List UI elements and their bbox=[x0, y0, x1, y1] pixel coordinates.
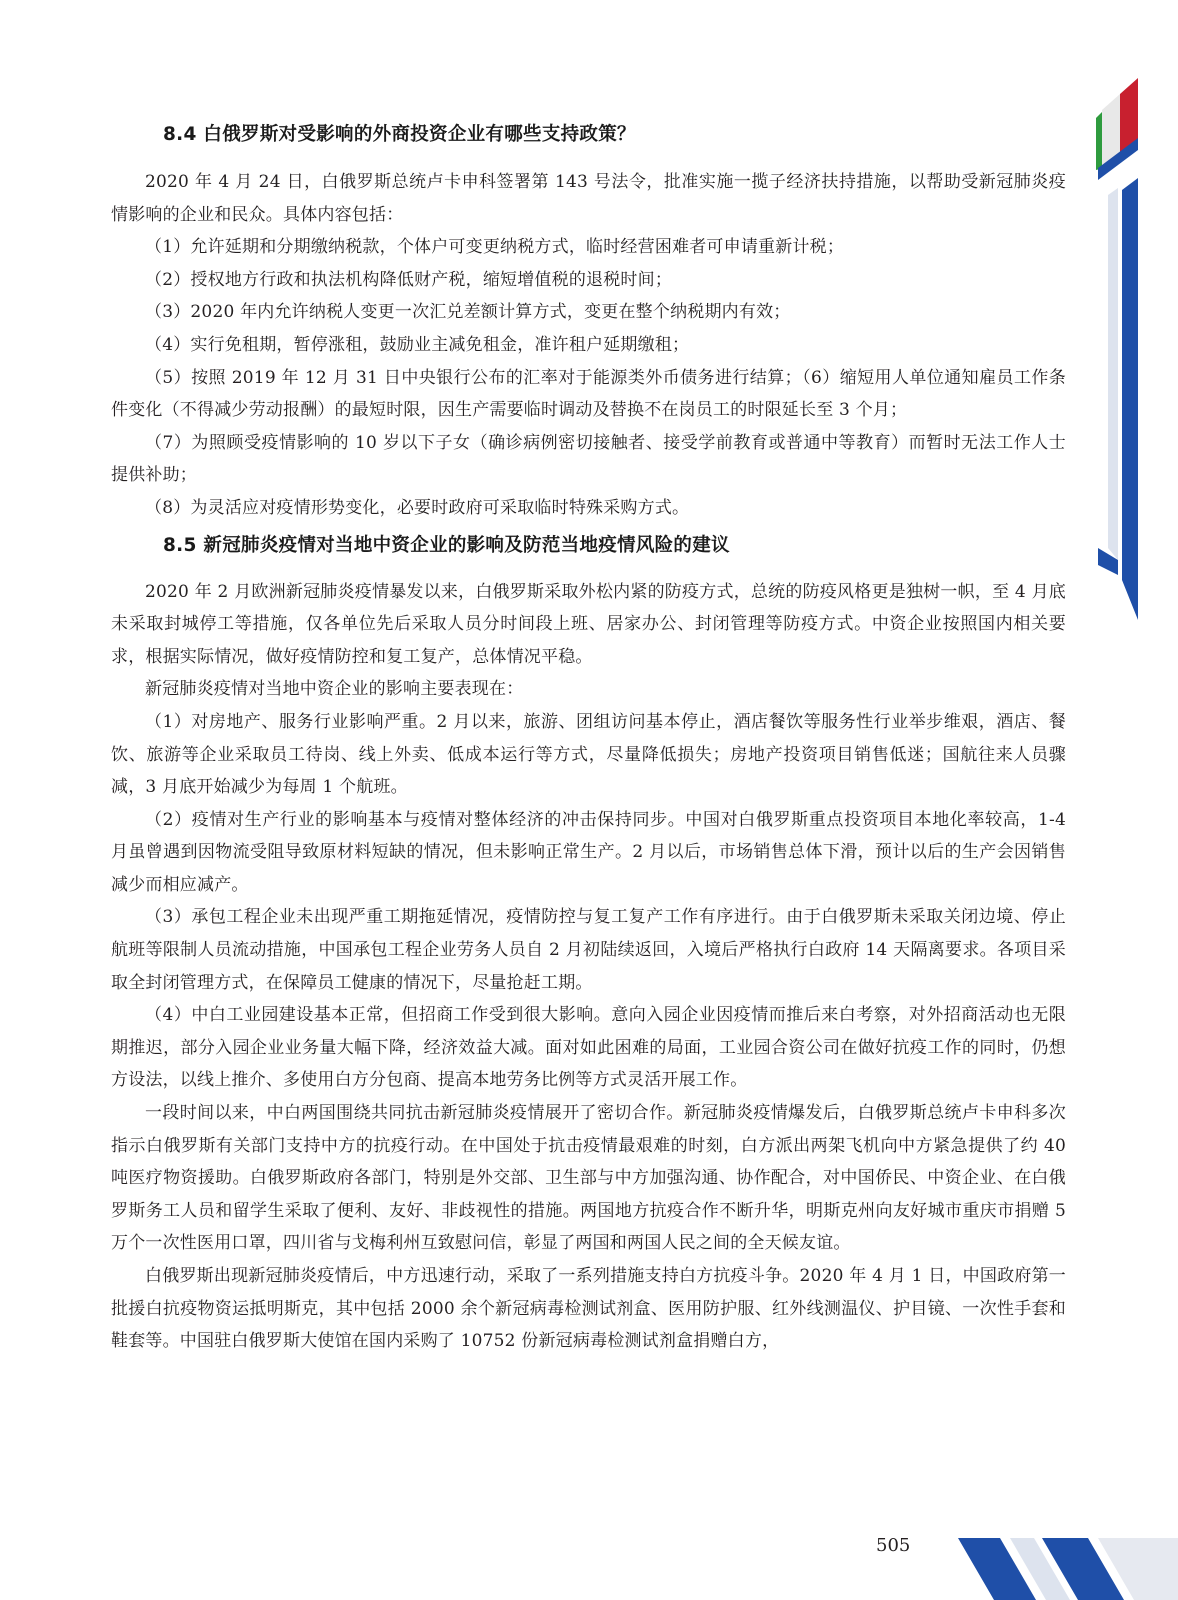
list-item: （1）对房地产、服务行业影响严重。2 月以来，旅游、团组访问基本停止，酒店餐饮等服务性行业举步维艰，酒店、餐饮、旅游等企业采取员工待岗、线上外卖、低成本运行等方式，尽量降低损失；房地产投资项目销售低迷；国航往来人员骤减，3 月底开始减少为每周 1 个航班。 bbox=[111, 711, 1066, 798]
list-item: （3）承包工程企业未出现严重工期拖延情况，疫情防控与复工复产工作有序进行。由于白俄罗斯未采取关闭边境、停止航班等限制人员流动措施，中国承包工程企业劳务人员自 2 月初陆续返回，入境后严格执行白政府 14 天隔离要求。各项目采取全封闭管理方式，在保障员工健康的情况下，尽量抢赶工期。 bbox=[111, 907, 1066, 993]
page-content bbox=[111, 110, 1066, 1358]
section-heading-8-5: 8.5 新冠肺炎疫情对当地中资企业的影响及防范当地疫情风险的建议 bbox=[163, 534, 730, 556]
list-item: （3）2020 年内允许纳税人变更一次汇兑差额计算方式，变更在整个纳税期内有效； bbox=[145, 302, 791, 323]
list-item: （4）实行免租期，暂停涨租，鼓励业主减免租金，准许租户延期缴租； bbox=[145, 334, 690, 355]
list-item: （8）为灵活应对疫情形势变化，必要时政府可采取临时特殊采购方式。 bbox=[145, 497, 690, 518]
paragraph: 2020 年 4 月 24 日，白俄罗斯总统卢卡申科签署第 143 号法令，批准实施一揽子经济扶持措施，以帮助受新冠肺炎疫情影响的企业和民众。具体内容包括： bbox=[111, 172, 1066, 225]
paragraph: 一段时间以来，中白两国围绕共同抗击新冠肺炎疫情展开了密切合作。新冠肺炎疫情爆发后，白俄罗斯总统卢卡申科多次指示白俄罗斯有关部门支持中方的抗疫行动。在中国处于抗击疫情最艰难的时刻，白方派出两架飞机向中方紧急提供了约 40 吨医疗物资援助。白俄罗斯政府各部门，特别是外交部、卫生部与中方加强沟通、协作配合，对中国侨民、中资企业、在白俄罗斯务工人员和留学生采取了便利、友好、非歧视性的措施。两国地方抗疫合作不断升华，明斯克州向友好城市重庆市捐赠 5 万个一次性医用口罩，四川省与戈梅利州互致慰问信，彰显了两国和两国人民之间的全天候友谊。 bbox=[111, 1103, 1066, 1254]
paragraph: 2020 年 2 月欧洲新冠肺炎疫情暴发以来，白俄罗斯采取外松内紧的防疫方式，总统的防疫风格更是独树一帜，至 4 月底未采取封城停工等措施，仅各单位先后采取人员分时间段上班、居家办公、封闭管理等防疫方式。中资企业按照国内相关要求，根据实际情况，做好疫情防控和复工复产，总体情况平稳。 bbox=[111, 581, 1066, 667]
list-item: （5）按照 2019 年 12 月 31 日中央银行公布的汇率对于能源类外币债务进行结算；（6）缩短用人单位通知雇员工作条件变化（不得减少劳动报酬）的最短时限，因生产需要临时调动及替换不在岗员工的时限延长至 3 个月； bbox=[111, 367, 1066, 421]
paragraph: 白俄罗斯出现新冠肺炎疫情后，中方迅速行动，采取了一系列措施支持白方抗疫斗争。2020 年 4 月 1 日，中国政府第一批援白抗疫物资运抵明斯克，其中包括 2000 余个新冠病毒检测试剂盒、医用防护服、红外线测温仪、护目镜、一次性手套和鞋套等。中国驻白俄罗斯大使馆在国内采购了 10752 份新冠病毒检测试剂盒捐赠白方， bbox=[111, 1266, 1066, 1352]
page-number: 505 bbox=[876, 1535, 911, 1556]
list-item: （4）中白工业园建设基本正常，但招商工作受到很大影响。意向入园企业因疫情而推后来白考察，对外招商活动也无限期推迟，部分入园企业业务量大幅下降，经济效益大减。面对如此困难的局面，工业园合资公司在做好抗疫工作的同时，仍想方设法，以线上推介、多使用白方分包商、提高本地劳务比例等方式灵活开展工作。 bbox=[111, 1005, 1066, 1091]
paragraph: 新冠肺炎疫情对当地中资企业的影响主要表现在： bbox=[145, 679, 524, 700]
section-heading-8-4: 8.4 白俄罗斯对受影响的外商投资企业有哪些支持政策？ bbox=[163, 124, 636, 145]
stripe-decoration bbox=[938, 1520, 1178, 1600]
list-item: （2）授权地方行政和执法机构降低财产税，缩短增值税的退税时间； bbox=[145, 269, 673, 290]
list-item: （7）为照顾受疫情影响的 10 岁以下子女（确诊病例密切接触者、接受学前教育或普通中等教育）而暂时无法工作人士提供补助； bbox=[111, 432, 1066, 486]
list-item: （2）疫情对生产行业的影响基本与疫情对整体经济的冲击保持同步。中国对白俄罗斯重点投资项目本地化率较高，1-4 月虽曾遇到因物流受阻导致原材料短缺的情况，但未影响正常生产。2 月以后，市场销售总体下滑，预计以后的生产会因销售减少而相应减产。 bbox=[111, 809, 1066, 895]
flag-ribbon-decoration bbox=[1058, 0, 1178, 620]
list-item: （1）允许延期和分期缴纳税款，个体户可变更纳税方式，临时经营困难者可申请重新计税； bbox=[145, 237, 845, 258]
